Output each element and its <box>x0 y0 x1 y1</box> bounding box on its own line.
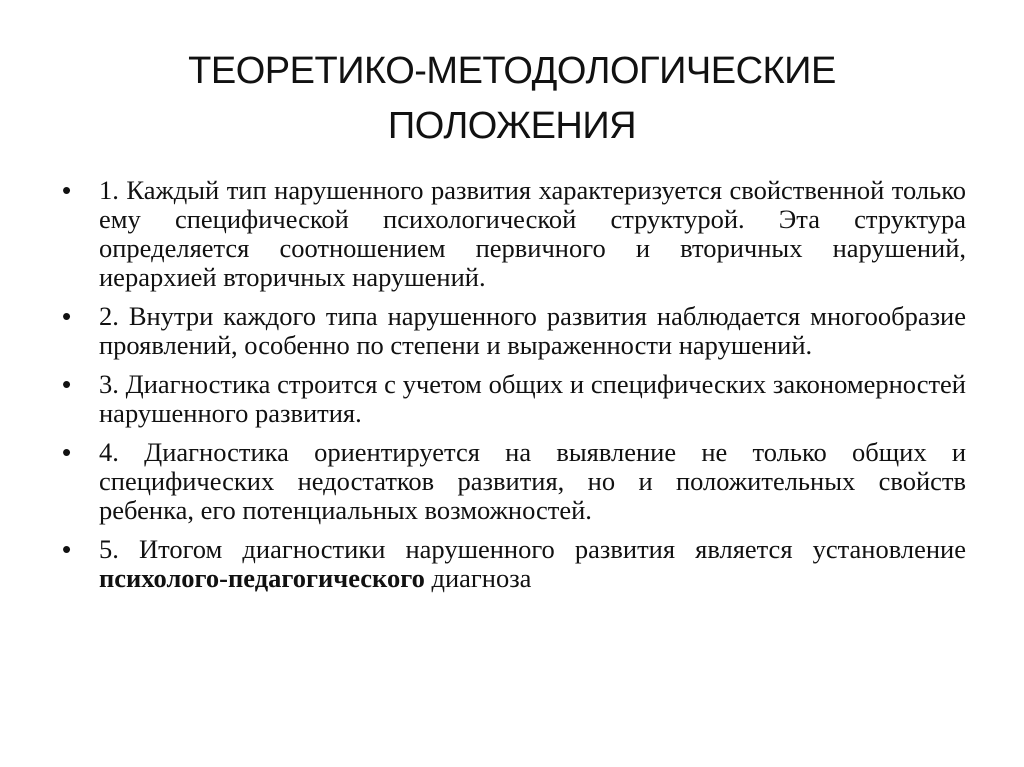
list-item-text: 3. Диагностика строится с учетом общих и специфических закономерностей нарушенного развития. <box>99 369 966 428</box>
list-item-text-end: диагноза <box>424 563 532 593</box>
list-item-text: 1. Каждый тип нарушенного развития характеризуется свойственной только ему специфической психологической структурой. Эта структура определяется соотношением первичного и вторичных нарушений, иерархией вторичных нарушений. <box>99 175 966 292</box>
list-item-text-start: 5. Итогом диагностики нарушенного развития является установление <box>99 534 966 564</box>
bullet-icon: • <box>62 175 72 205</box>
list-item-text <box>99 534 966 593</box>
bullet-icon: • <box>62 301 72 331</box>
list-item-text: 4. Диагностика ориентируется на выявление не только общих и специфических недостатков развития, но и положительных свойств ребенка, его потенциальных возможностей. <box>99 437 966 525</box>
bullet-icon: • <box>62 534 72 564</box>
bullet-list <box>62 176 966 603</box>
slide-title-line-2: ПОЛОЖЕНИЯ <box>387 105 637 147</box>
slide-title <box>150 44 874 154</box>
slide-title-line-1: ТЕОРЕТИКО-МЕТОДОЛОГИЧЕСКИЕ <box>188 50 836 92</box>
bullet-icon: • <box>62 437 72 467</box>
list-item <box>62 302 966 360</box>
list-item <box>62 370 966 428</box>
list-item <box>62 438 966 525</box>
list-item-bold-term: психолого-педагогического <box>99 563 425 593</box>
bullet-icon: • <box>62 369 72 399</box>
list-item <box>62 176 966 292</box>
list-item <box>62 535 966 593</box>
list-item-text: 2. Внутри каждого типа нарушенного развития наблюдается многообразие проявлений, особенно по степени и выраженности нарушений. <box>99 301 966 360</box>
